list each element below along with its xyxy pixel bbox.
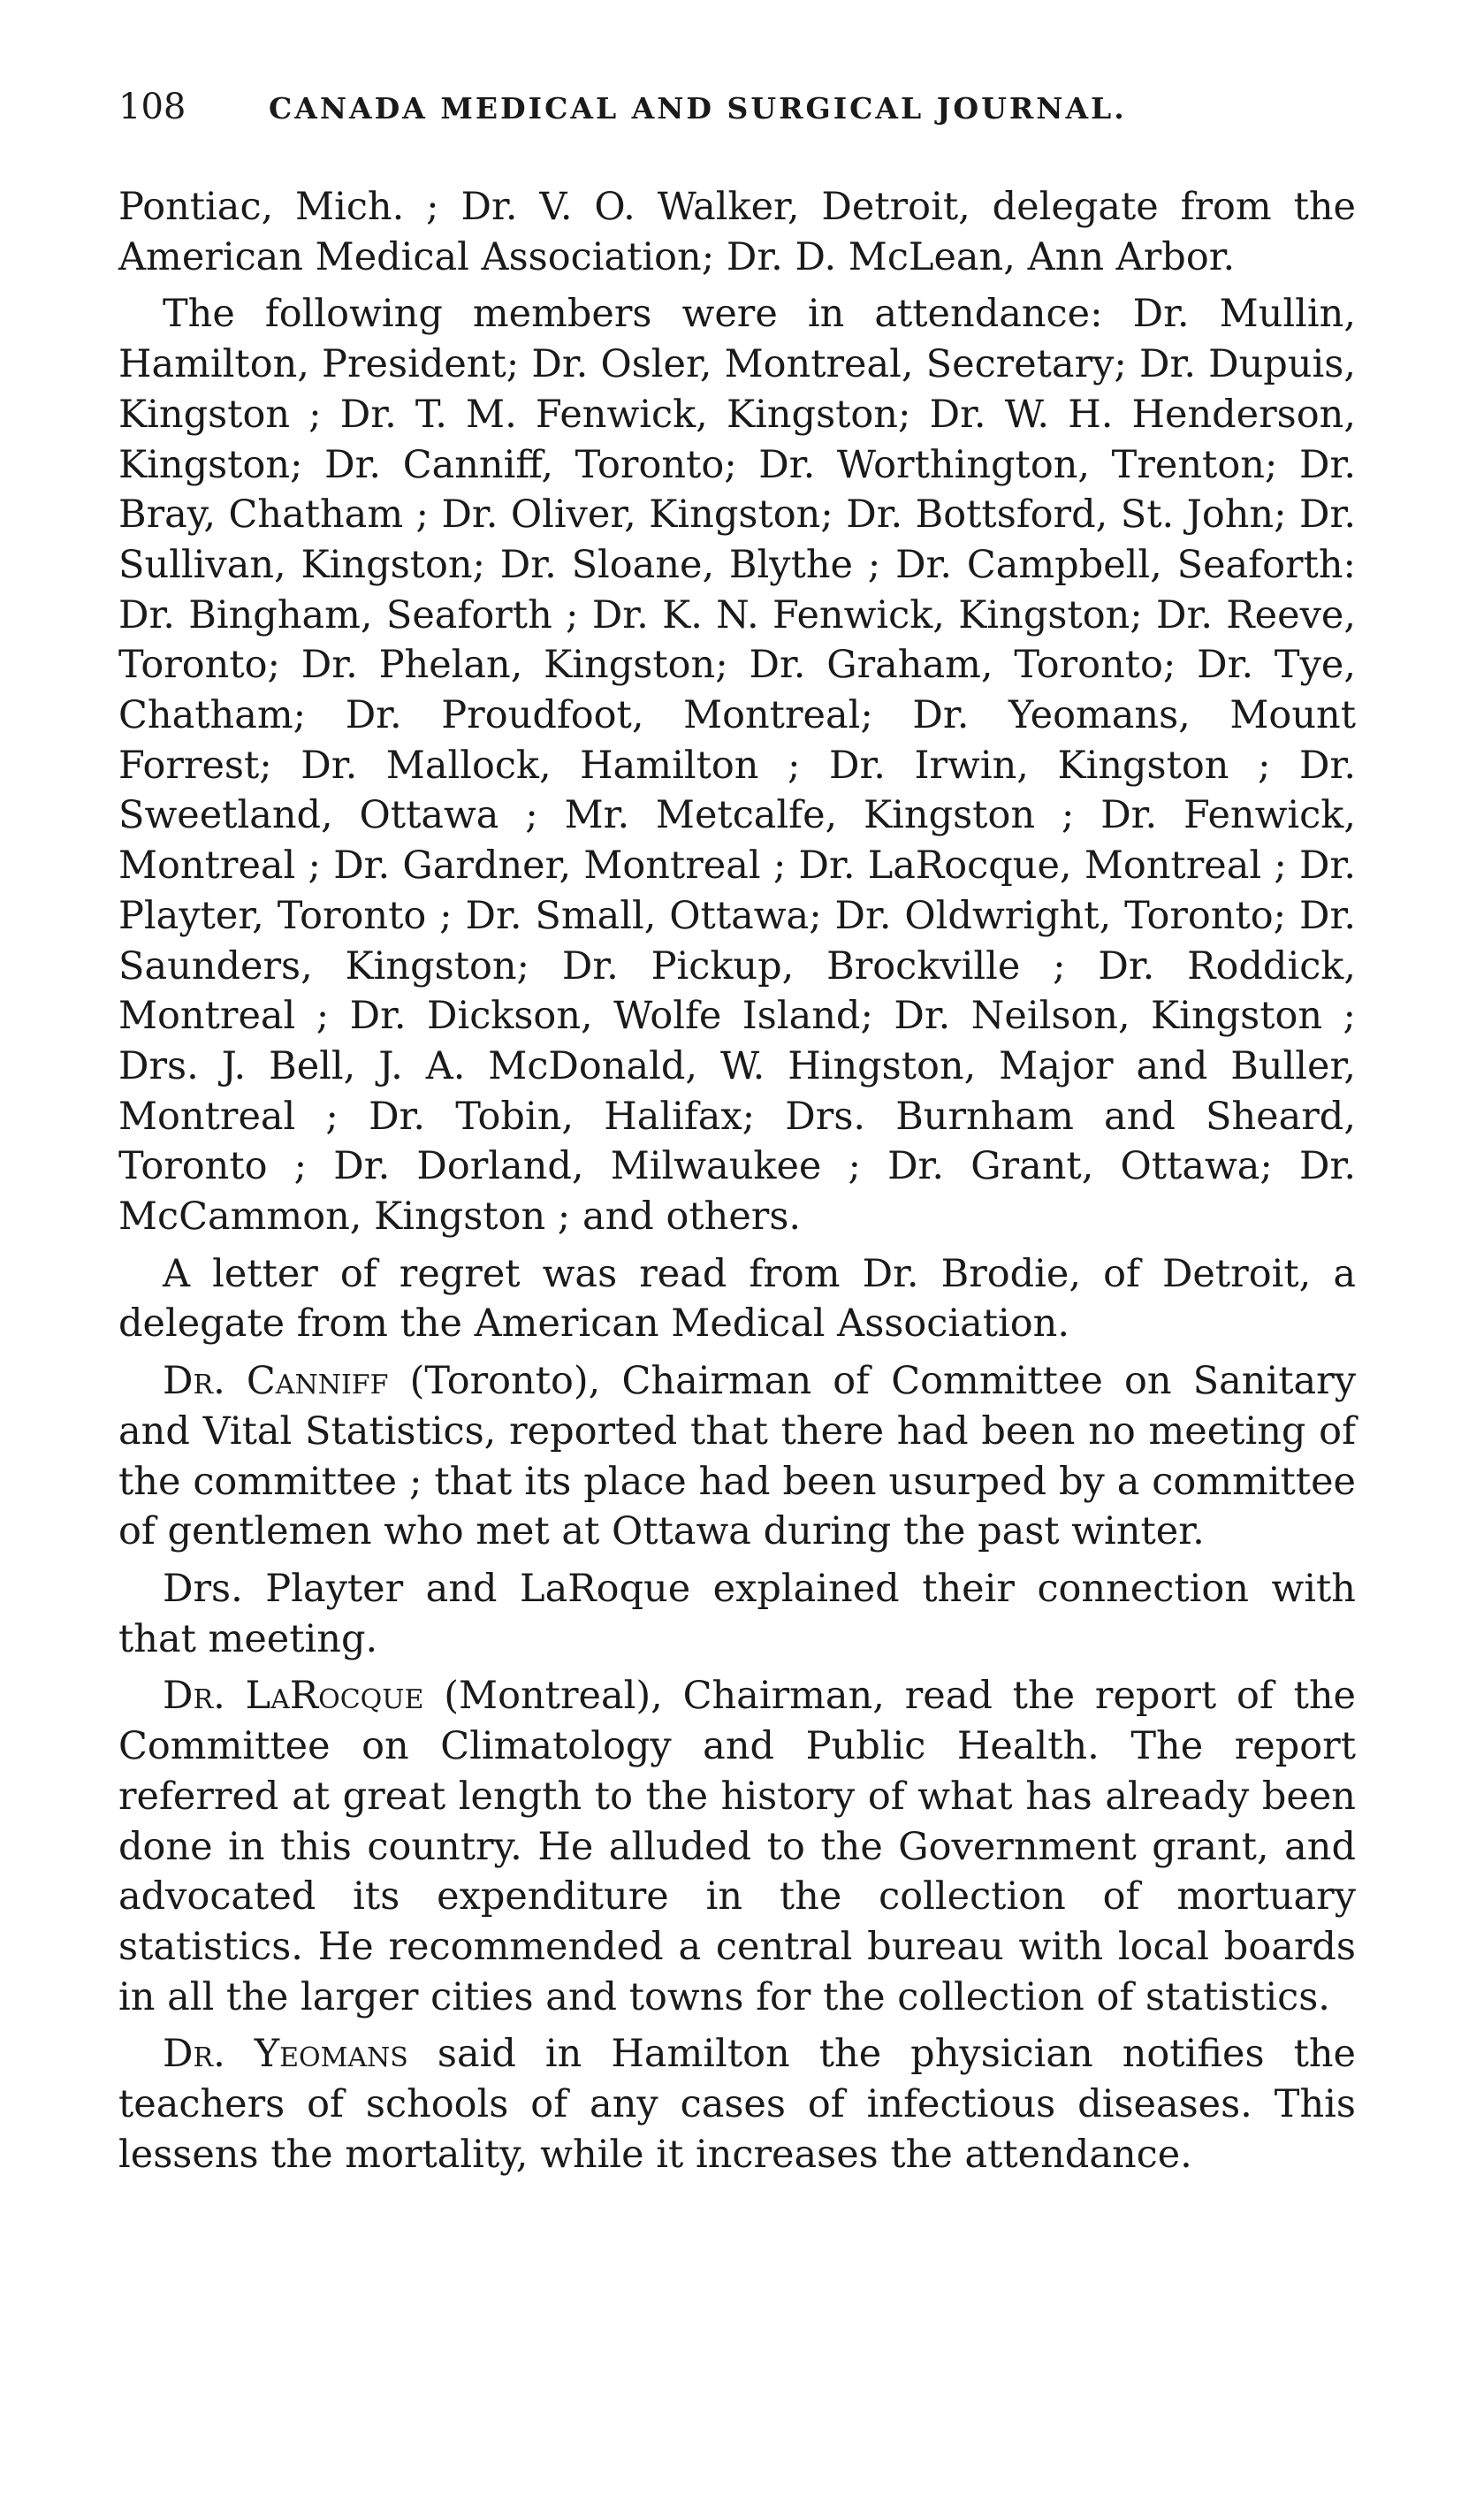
journal-page — [118, 87, 1356, 2187]
running-head — [118, 87, 1356, 127]
paragraph-text: The following members were in attendance: Dr. Mullin, Hamilton, President; Dr. Osler, Montreal, Secretary; Dr. Dupuis, Kingston ; Dr. T. M. Fenwick, Kingston; Dr. W. H. Henderson, Kingston; Dr. Canniff, Toronto; Dr. Worthington, Trenton; Dr. Bray, Chatham ; Dr. Oliver, Kingston; Dr. Bottsford, St. John; Dr. Sullivan, Kingston; Dr. Sloane, Blythe ; Dr. Campbell, Seaforth: Dr. Bingham, Seaforth ; Dr. K. N. Fenwick, Kingston; Dr. Reeve, Toronto; Dr. Phelan, Kingston; Dr. Graham, Toronto; Dr. Tye, Chatham; Dr. Proudfoot, Montreal; Dr. Yeomans, Mount Forrest; Dr. Mallock, Hamilton ; Dr. Irwin, Kingston ; Dr. Sweetland, Ottawa ; Mr. Metcalfe, Kingston ; Dr. Fenwick, Montreal ; Dr. Gardner, Montreal ; Dr. LaRocque, Montreal ; Dr. Playter, Toronto ; Dr. Small, Ottawa; Dr. Oldwright, Toronto; Dr. Saunders, Kingston; Dr. Pickup, Brockville ; Dr. Roddick, Montreal ; Dr. Dickson, Wolfe Island; Dr. Neilson, Kingston ; Drs. J. Bell, J. A. McDonald, W. Hingston, Major and Buller, Montreal ; Dr. Tobin, Halifax; Drs. Burnham and Sheard, Toronto ; Dr. Dorland, Milwaukee ; Dr. Grant, Ottawa; Dr. McCammon, Kingston ; and others. — [118, 292, 1356, 1240]
paragraph-playter-laroque — [118, 1564, 1356, 1664]
paragraph-text: A letter of regret was read from Dr. Brodie, of Detroit, a delegate from the American Medical Association. — [118, 1251, 1356, 1347]
paragraph-continued-delegates — [118, 182, 1356, 282]
journal-title: CANADA MEDICAL AND SURGICAL JOURNAL. — [269, 91, 1127, 126]
paragraph-larocque-report — [118, 1671, 1356, 2022]
paragraph-text: Drs. Playter and LaRoque explained their connection with that meeting. — [118, 1566, 1356, 1661]
paragraph-text: (Toronto), Chairman of Committee on Sanitary and Vital Statistics, reported that there had been no meeting of the committee ; that its place had been usurped by a committee of gentlemen who met at Ottawa during the past winter. — [118, 1359, 1356, 1554]
speaker-name: Dr. LaRocque — [163, 1674, 424, 1719]
paragraph-yeomans-remarks — [118, 2029, 1356, 2179]
paragraph-canniff-report — [118, 1356, 1356, 1557]
page-number: 108 — [118, 87, 186, 127]
speaker-name: Dr. Yeomans — [163, 2032, 408, 2077]
paragraph-members-attendance — [118, 289, 1356, 1241]
speaker-name: Dr. Canniff — [163, 1359, 389, 1404]
paragraph-letter-of-regret — [118, 1249, 1356, 1349]
paragraph-text: said in Hamilton the physician notifies the teachers of schools of any cases of infectious diseases. This lessens the mortality, while it increases the attendance. — [118, 2032, 1356, 2177]
paragraph-text: (Montreal), Chairman, read the report of the Committee on Climatology and Public Health. The report referred at great length to the history of what has already been done in this country. He alluded to the Government grant, and advocated its expenditure in the collection of mortuary statistics. He recommended a central bureau with local boards in all the larger cities and towns for the collection of statistics. — [118, 1674, 1356, 2019]
paragraph-text: Pontiac, Mich. ; Dr. V. O. Walker, Detroit, delegate from the American Medical Association; Dr. D. McLean, Ann Arbor. — [118, 185, 1356, 279]
